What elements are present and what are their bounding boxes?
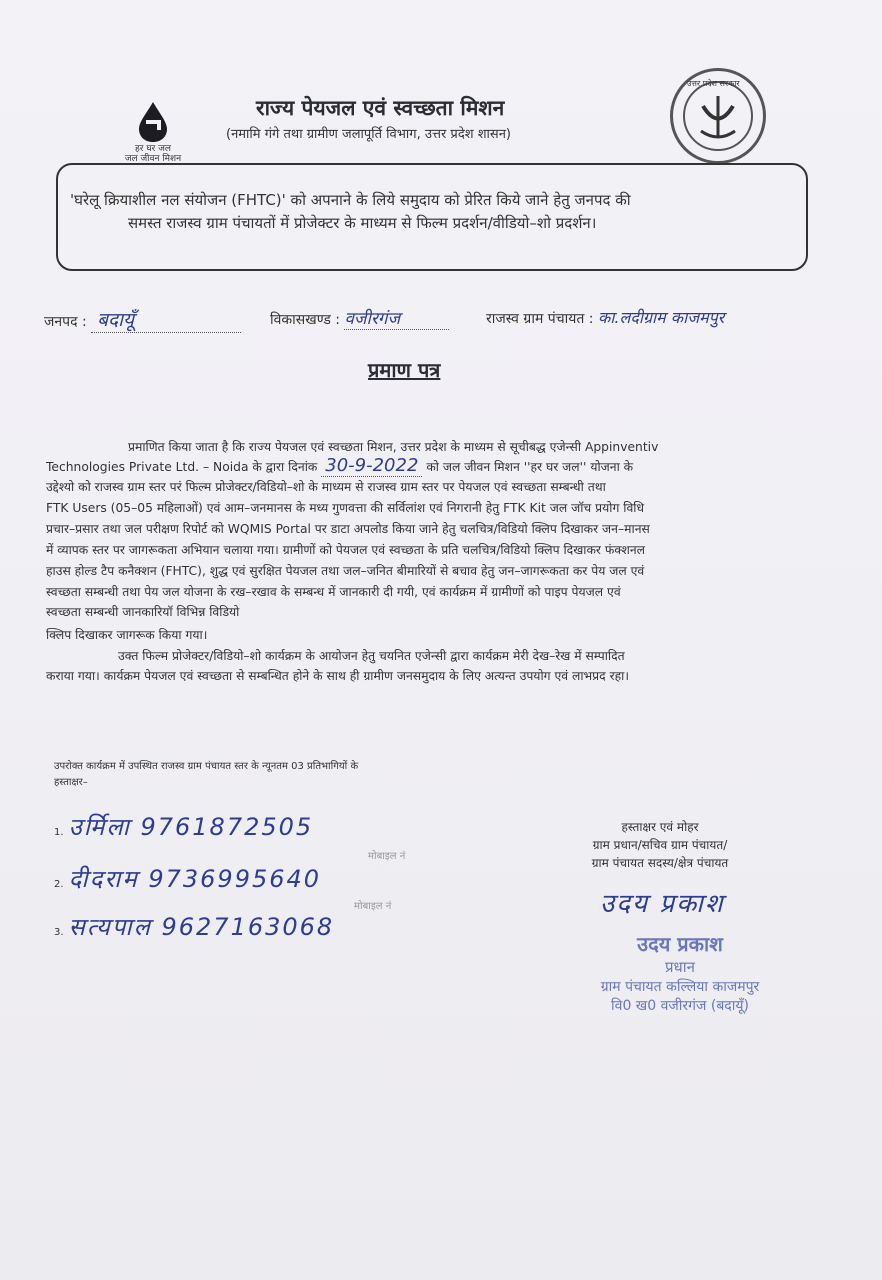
district-field xyxy=(44,306,241,333)
district-value: बदायूँ xyxy=(97,309,135,331)
participant-row xyxy=(54,910,334,943)
stamp-line: ग्राम पंचायत कल्लिया काजमपुर xyxy=(600,979,760,995)
page-subtitle: (नमामि गंगे तथा ग्रामीण जलापूर्ति विभाग, उत्तर प्रदेश शासन) xyxy=(226,127,511,142)
banner-line: 'घरेलू क्रियाशील नल संयोजन (FHTC)' को अपनाने के लिये समुदाय को प्रेरित किये जाने हेतु जनपद की xyxy=(70,191,631,209)
water-drop-icon xyxy=(134,100,172,144)
block-field xyxy=(270,306,449,330)
logo-caption: जल जीवन मिशन xyxy=(124,154,182,164)
district-label: जनपद : xyxy=(44,314,87,330)
participant-signature: उर्मिला 9761872505 xyxy=(68,813,314,841)
page-title: राज्य पेयजल एवं स्वच्छता मिशन xyxy=(256,96,505,120)
participant-row xyxy=(54,862,321,895)
participants-intro: उपरोक्त कार्यक्रम में उपस्थित राजस्व ग्राम पंचायत स्तर के न्यूनतम 03 प्रतिभागियों के xyxy=(54,761,359,772)
block-label: विकासखण्ड : xyxy=(270,312,341,328)
body-text: को जल जीवन मिशन ''हर घर जल'' योजना के xyxy=(426,460,634,474)
har-ghar-jal-logo xyxy=(118,100,188,164)
participant-number: 2. xyxy=(54,879,64,890)
pradhan-signature: उदय प्रकाश xyxy=(600,889,725,919)
participant-number: 3. xyxy=(54,927,64,938)
emblem-text: उत्तर प्रदेश सरकार xyxy=(687,79,740,88)
body-line: हाउस होल्ड टैप कनैक्शन (FHTC), शुद्ध एवं सुरक्षित पेयजल तथा जल–जनित बीमारियों से बचाव हेतु जन–जागरूकता कर पेय जल एवं xyxy=(46,564,645,578)
participant-row xyxy=(54,810,313,843)
stamp-line: प्रधान xyxy=(665,958,695,976)
participant-signature: सत्यपाल 9627163068 xyxy=(68,913,335,941)
certificate-heading: प्रमाण पत्र xyxy=(368,358,441,382)
body-line: प्रचार–प्रसार तथा जल परीक्षण रिपोर्ट को WQMIS Portal पर डाटा अपलोड किया जाने हेतु चलचित्र/विडियो क्लिप दिखाकर जन–मानस xyxy=(46,522,650,536)
body-line: क्लिप दिखाकर जागरूक किया गया। xyxy=(46,628,208,642)
banner-line: समस्त राजस्व ग्राम पंचायतों में प्रोजेक्टर के माध्यम से फिल्म प्रदर्शन/वीडियो–शो प्रदर्शन। xyxy=(128,214,597,232)
signatory-line: ग्राम पंचायत सदस्य/क्षेत्र पंचायत xyxy=(591,856,729,870)
body-text: Technologies Private Ltd. – Noida के द्वारा दिनांक xyxy=(46,460,318,474)
body-line: स्वच्छता सम्बन्धी जानकारियॉ विभिन्न विडियो xyxy=(46,605,240,619)
stamp-line: वि0 ख0 वजीरगंज (बदायूँ) xyxy=(611,998,749,1014)
pradhan-stamp xyxy=(560,930,800,1015)
body-line: उद्देश्यो को राजस्व ग्राम स्तर परं फिल्म प्रोजेक्टर/विडियो–शो के माध्यम से राजस्व ग्राम स्तर पर पेयजल एवं स्वच्छता सम्बन्धी तथा xyxy=(46,480,606,494)
body-line: स्वच्छता सम्बन्धी तथा पेय जल योजना के रख–रखाव के सम्बन्ध में जानकारी दी गयी, एवं कार्यक्रम में ग्रामीणों को पाइप पेयजल एवं xyxy=(46,585,621,599)
program-date: 30-9-2022 xyxy=(321,455,422,477)
body-line: FTK Users (05–05 महिलाओं) एवं आम–जनमानस के मध्य गुणवत्ता की सर्विलांश एवं निगरानी हेतु FTK Kit जल जॉच प्रयोग विधि xyxy=(46,501,645,515)
participant-number: 1. xyxy=(54,827,64,838)
participant-signature: दीदराम 9736995640 xyxy=(68,865,322,893)
panchayat-label: राजस्व ग्राम पंचायत : xyxy=(486,311,594,327)
body-line-date xyxy=(46,456,824,478)
signatory-line: हस्ताक्षर एवं मोहर xyxy=(621,820,699,834)
mobile-label: मोबाइल नं xyxy=(368,851,406,862)
signatory-line: ग्राम प्रधान/सचिव ग्राम पंचायत/ xyxy=(592,838,728,852)
body-line: प्रमाणित किया जाता है कि राज्य पेयजल एवं स्वच्छता मिशन, उत्तर प्रदेश के माध्यम से सूचीबद्ध एजेन्सी Appinventiv xyxy=(128,440,659,454)
logo-caption: हर घर जल xyxy=(135,144,171,154)
body-line: कराया गया। कार्यक्रम पेयजल एवं स्वच्छता से सम्बन्धित होने के साथ ही ग्रामीण जनसमुदाय के लिए अत्यन्त उपयोग एवं लाभप्रद रहा। xyxy=(46,669,630,683)
block-value: वजीरगंज xyxy=(344,309,401,329)
body-line: उक्त फिल्म प्रोजेक्टर/विडियो–शो कार्यक्रम के आयोजन हेतु चयनित एजेन्सी द्वारा कार्यक्रम मेरी देख–रेख में सम्पादित xyxy=(118,649,625,663)
up-government-emblem xyxy=(670,68,766,164)
signatory-block xyxy=(560,818,760,872)
mobile-label: मोबाइल नं xyxy=(354,901,392,912)
panchayat-value: का.लदीग्राम काजमपुर xyxy=(597,308,725,327)
panchayat-field xyxy=(486,306,724,328)
stamp-line: उदय प्रकाश xyxy=(637,932,723,956)
body-line: में व्यापक स्तर पर जागरूकता अभियान चलाया गया। ग्रामीणों को पेयजल एवं स्वच्छता के प्रति चलचित्र/विडियो क्लिप दिखाकर फंक्शनल xyxy=(46,543,646,557)
participants-intro: हस्ताक्षर– xyxy=(54,777,88,788)
